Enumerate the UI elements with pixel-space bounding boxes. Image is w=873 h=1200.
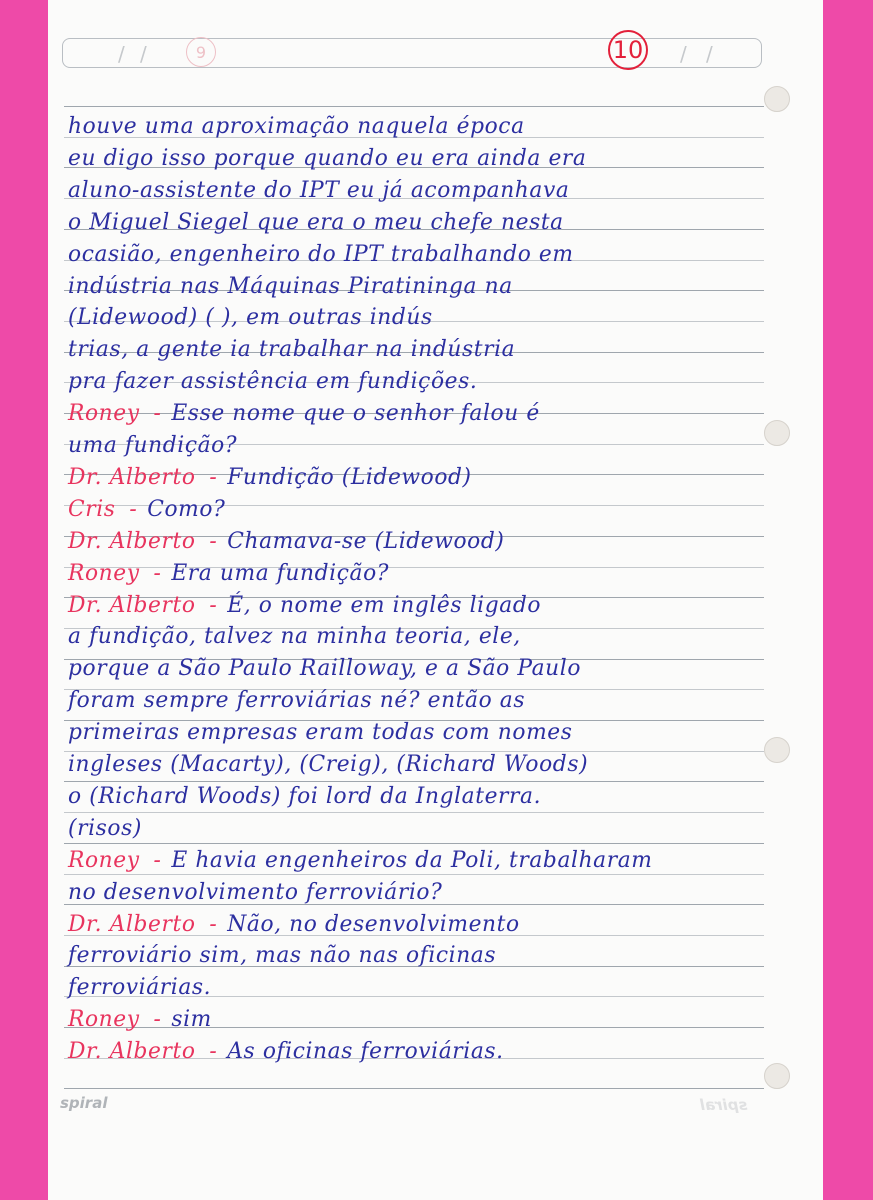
line-text: primeiras empresas eram todas com nomes: [68, 720, 573, 746]
line-text: ferroviárias.: [68, 975, 212, 1001]
line-text: Esse nome que o senhor falou é: [171, 401, 540, 427]
transcript-line: [68, 1039, 820, 1064]
line-text: Fundição (Lidewood): [227, 464, 472, 490]
line-text: indústria nas Máquinas Piratininga na: [68, 273, 513, 299]
transcript-line: [68, 816, 820, 841]
speaker-name: Dr. Alberto: [68, 911, 196, 937]
ruled-line: [64, 812, 764, 813]
transcript-line: [68, 943, 820, 968]
transcript-line: [68, 465, 820, 490]
transcript-line: [68, 1007, 820, 1032]
line-text: É, o nome em inglês ligado: [227, 592, 542, 618]
line-text: aluno-assistente do IPT eu já acompanhava: [68, 177, 570, 203]
transcript-line: [68, 305, 820, 330]
line-text: o (Richard Woods) foi lord da Inglaterra.: [68, 783, 542, 809]
speaker-dash: -: [209, 592, 218, 618]
line-text: (Lidewood) ( ), em outras indús: [68, 305, 433, 331]
line-text: (risos): [68, 815, 142, 841]
line-text: sim: [171, 1007, 212, 1033]
bleed-through-page-number: 9: [186, 37, 216, 67]
speaker-name: Dr. Alberto: [68, 592, 196, 618]
transcript-line: [68, 369, 820, 394]
line-text: Como?: [147, 496, 226, 522]
speaker-name: Dr. Alberto: [68, 528, 196, 554]
transcript-line: [68, 210, 820, 235]
page-number: 10: [608, 30, 648, 70]
transcript-line: [68, 593, 820, 618]
transcript-line: [68, 624, 820, 649]
line-text: foram sempre ferroviárias né? então as: [68, 688, 526, 714]
line-text: ferroviário sim, mas não nas oficinas: [68, 943, 497, 969]
header-slash: /: [118, 42, 125, 66]
transcript-line: [68, 784, 820, 809]
line-text: Não, no desenvolvimento: [227, 911, 520, 937]
line-text: no desenvolvimento ferroviário?: [68, 879, 443, 905]
right-pink-margin: [823, 0, 873, 1200]
transcript-line: [68, 178, 820, 203]
speaker-dash: -: [209, 528, 218, 554]
speaker-name: Roney: [68, 1007, 140, 1033]
date-header-box: [62, 38, 762, 68]
line-text: Chamava-se (Lidewood): [227, 528, 505, 554]
header-slash: /: [680, 42, 687, 66]
line-text: E havia engenheiros da Poli, trabalharam: [171, 847, 653, 873]
line-text: pra fazer assistência em fundições.: [68, 369, 478, 395]
line-text: eu digo isso porque quando eu era ainda era: [68, 145, 587, 171]
brand-logo-bleed-through: spiral: [700, 1096, 748, 1114]
speaker-name: Dr. Alberto: [68, 464, 196, 490]
transcript-line: [68, 401, 820, 426]
brand-logo: spiral: [60, 1094, 108, 1112]
transcript-line: [68, 337, 820, 362]
speaker-dash: -: [209, 911, 218, 937]
ruled-line: [64, 106, 764, 107]
speaker-name: Roney: [68, 401, 140, 427]
line-text: ingleses (Macarty), (Creig), (Richard Woods): [68, 752, 589, 777]
speaker-dash: -: [209, 464, 218, 490]
line-text: houve uma aproximação naquela época: [68, 114, 525, 139]
transcript-line: [68, 656, 820, 681]
transcript-line: [68, 561, 820, 586]
header-slash: /: [706, 42, 713, 66]
speaker-dash: -: [153, 1007, 162, 1033]
transcript-line: [68, 433, 820, 458]
line-text: ocasião, engenheiro do IPT trabalhando em: [68, 241, 574, 267]
transcript-line: [68, 752, 820, 777]
line-text: a fundição, talvez na minha teoria, ele,: [68, 624, 521, 650]
ruled-line: [64, 1088, 764, 1089]
binder-hole: [764, 1063, 790, 1089]
transcript-line: [68, 497, 820, 522]
line-text: o Miguel Siegel que era o meu chefe nesta: [68, 209, 564, 235]
left-pink-margin: [0, 0, 48, 1200]
header-slash: /: [140, 42, 147, 66]
transcript-line: [68, 720, 820, 745]
transcript-line: [68, 880, 820, 905]
transcript-line: [68, 146, 820, 171]
binder-hole: [764, 86, 790, 112]
speaker-name: Dr. Alberto: [68, 1039, 196, 1065]
transcript-line: [68, 975, 820, 1000]
line-text: trias, a gente ia trabalhar na indústria: [68, 337, 516, 363]
speaker-name: Roney: [68, 847, 140, 873]
speaker-dash: -: [153, 560, 162, 586]
line-text: Era uma fundição?: [171, 560, 390, 586]
speaker-name: Roney: [68, 560, 140, 586]
speaker-dash: -: [153, 401, 162, 427]
line-text: uma fundição?: [68, 433, 238, 458]
ruled-line: [64, 843, 764, 844]
speaker-dash: -: [153, 847, 162, 873]
transcript-line: [68, 688, 820, 713]
ruled-line: [64, 874, 764, 875]
line-text: porque a São Paulo Railloway, e a São Paulo: [68, 656, 582, 682]
transcript-line: [68, 274, 820, 299]
transcript-line: [68, 114, 820, 139]
ruled-line: [64, 781, 764, 782]
transcript-line: [68, 848, 820, 873]
speaker-name: Cris: [68, 496, 116, 522]
speaker-dash: -: [129, 496, 138, 522]
transcript-line: [68, 242, 820, 267]
line-text: As oficinas ferroviárias.: [227, 1039, 504, 1065]
speaker-dash: -: [209, 1039, 218, 1065]
transcript-line: [68, 912, 820, 937]
transcript-line: [68, 529, 820, 554]
